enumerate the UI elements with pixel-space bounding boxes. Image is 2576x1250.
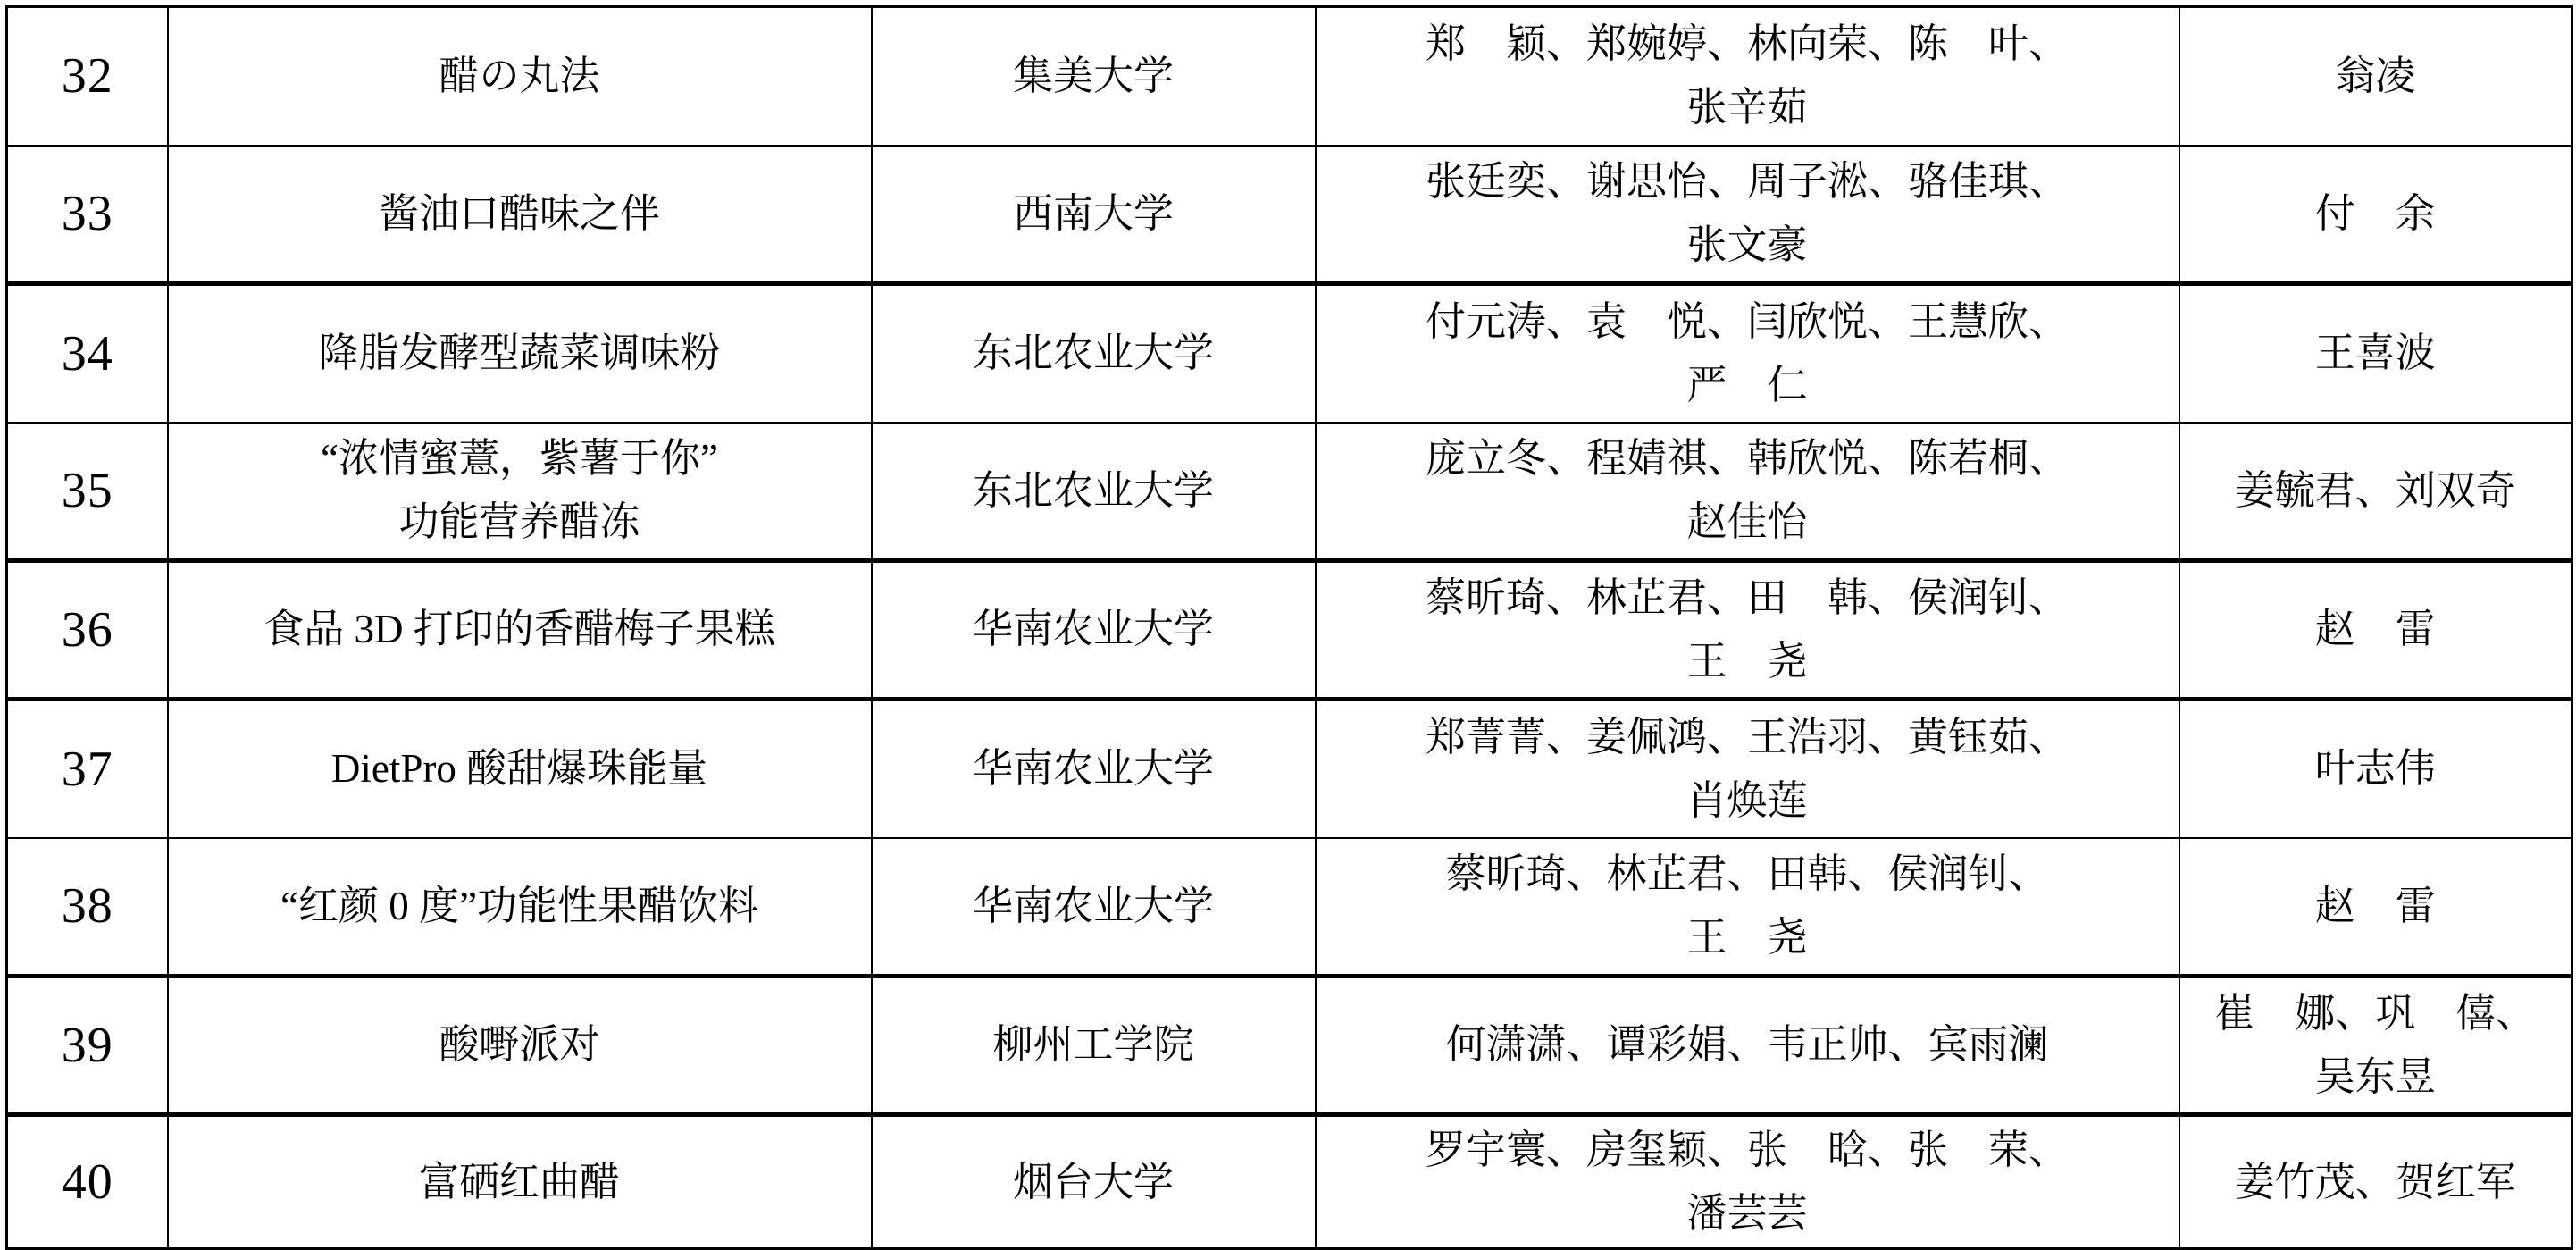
project-name-cell-line: 功能营养醋冻 — [398, 499, 640, 545]
advisors-cell-line: 赵 雷 — [2314, 607, 2436, 652]
project-name-cell-line: DietPro 酸甜爆珠能量 — [330, 746, 708, 792]
team-members-cell-line: 潘芸芸 — [1686, 1191, 1808, 1237]
university-cell — [872, 977, 1316, 1115]
competition-entries-table — [5, 5, 2573, 1250]
row-number-cell — [7, 700, 168, 838]
table-row — [7, 700, 2572, 838]
university-cell — [872, 423, 1316, 561]
table-row — [7, 977, 2572, 1115]
team-members-cell-line: 郑菁菁、姜佩鸿、王浩羽、黄钰茹、 — [1425, 714, 2069, 759]
team-members-cell — [1316, 561, 2179, 700]
team-members-cell-line: 严 仁 — [1686, 362, 1808, 407]
row-number-cell-line: 33 — [61, 186, 113, 242]
row-number-cell — [7, 146, 168, 284]
team-members-cell-line: 赵佳怡 — [1686, 499, 1808, 545]
project-name-cell — [168, 1115, 872, 1249]
table-row — [7, 1115, 2572, 1249]
row-number-cell — [7, 7, 168, 146]
advisors-cell-line: 王喜波 — [2314, 331, 2436, 376]
university-cell-line: 柳州工学院 — [992, 1022, 1194, 1068]
team-members-cell-line: 张廷奕、谢思怡、周子淞、骆佳琪、 — [1425, 159, 2069, 205]
team-members-cell — [1316, 1115, 2179, 1249]
team-members-cell-line: 罗宇寰、房玺颖、张 晗、张 荣、 — [1425, 1128, 2069, 1172]
row-number-cell-line: 35 — [61, 463, 113, 519]
row-number-cell-line: 37 — [61, 741, 113, 797]
team-members-cell-line: 付元涛、袁 悦、闫欣悦、王慧欣、 — [1425, 298, 2069, 344]
project-name-cell — [168, 7, 872, 146]
advisors-cell — [2179, 284, 2572, 423]
project-name-cell — [168, 977, 872, 1115]
row-number-cell-line: 38 — [61, 878, 113, 935]
advisors-cell-line: 付 余 — [2314, 190, 2436, 236]
advisors-cell — [2179, 561, 2572, 700]
team-members-cell-line: 王 尧 — [1686, 639, 1808, 684]
team-members-cell-line: 蔡昕琦、林芷君、田 韩、侯润钊、 — [1425, 575, 2069, 620]
table-row — [7, 7, 2572, 146]
table-row — [7, 561, 2572, 700]
university-cell — [872, 838, 1316, 977]
university-cell — [872, 7, 1316, 146]
university-cell — [872, 146, 1316, 284]
project-name-cell-line: 富硒红曲醋 — [418, 1159, 620, 1204]
university-cell-line: 华南农业大学 — [972, 746, 1214, 792]
university-cell — [872, 284, 1316, 423]
university-cell-line: 华南农业大学 — [972, 607, 1214, 652]
university-cell — [872, 1115, 1316, 1249]
team-members-cell — [1316, 700, 2179, 838]
team-members-cell-line: 张辛茹 — [1686, 85, 1808, 130]
project-name-cell-line: 醋の丸法 — [439, 53, 600, 98]
table-row — [7, 284, 2572, 423]
row-number-cell-line: 32 — [61, 48, 113, 105]
row-number-cell — [7, 1115, 168, 1249]
project-name-cell-line: 酸嘢派对 — [439, 1022, 600, 1068]
team-members-cell-line: 庞立冬、程婧祺、韩欣悦、陈若桐、 — [1425, 436, 2069, 482]
advisors-cell — [2179, 838, 2572, 977]
row-number-cell — [7, 838, 168, 977]
project-name-cell — [168, 146, 872, 284]
project-name-cell — [168, 700, 872, 838]
table-row — [7, 838, 2572, 977]
row-number-cell-line: 36 — [61, 601, 113, 658]
university-cell-line: 东北农业大学 — [972, 331, 1214, 376]
advisors-cell — [2179, 146, 2572, 284]
advisors-cell — [2179, 700, 2572, 838]
advisors-cell — [2179, 7, 2572, 146]
project-name-cell — [168, 284, 872, 423]
university-cell — [872, 700, 1316, 838]
project-name-cell-line: “浓情蜜薏，紫薯于你” — [321, 436, 718, 482]
advisors-cell-line: 姜竹茂、贺红军 — [2234, 1159, 2516, 1204]
team-members-cell-line: 王 尧 — [1686, 915, 1808, 961]
project-name-cell — [168, 423, 872, 561]
advisors-cell-line: 吴东昱 — [2314, 1054, 2436, 1099]
table-row — [7, 423, 2572, 561]
table-row — [7, 146, 2572, 284]
advisors-cell-line: 翁凌 — [2335, 53, 2416, 98]
row-number-cell-line: 34 — [61, 325, 113, 382]
team-members-cell — [1316, 423, 2179, 561]
project-name-cell — [168, 838, 872, 977]
advisors-cell-line: 叶志伟 — [2314, 746, 2436, 792]
team-members-cell-line: 何潇潇、谭彩娟、韦正帅、宾雨澜 — [1445, 1022, 2049, 1068]
row-number-cell-line: 39 — [61, 1017, 113, 1073]
university-cell-line: 烟台大学 — [1012, 1159, 1174, 1204]
project-name-cell — [168, 561, 872, 700]
advisors-cell — [2179, 1115, 2572, 1249]
team-members-cell — [1316, 284, 2179, 423]
table-body — [7, 7, 2572, 1249]
university-cell-line: 集美大学 — [1012, 53, 1174, 98]
row-number-cell — [7, 284, 168, 423]
university-cell-line: 华南农业大学 — [972, 883, 1214, 928]
university-cell-line: 东北农业大学 — [972, 467, 1214, 513]
row-number-cell — [7, 423, 168, 561]
row-number-cell-line: 40 — [61, 1154, 113, 1210]
team-members-cell-line: 郑 颖、郑婉婷、林向荣、陈 叶、 — [1425, 21, 2069, 67]
university-cell — [872, 561, 1316, 700]
team-members-cell-line: 肖焕莲 — [1686, 777, 1808, 823]
project-name-cell-line: “红颜 0 度”功能性果醋饮料 — [280, 883, 758, 928]
advisors-cell — [2179, 423, 2572, 561]
team-members-cell — [1316, 146, 2179, 284]
advisors-cell — [2179, 977, 2572, 1115]
project-name-cell-line: 降脂发酵型蔬菜调味粉 — [318, 331, 721, 376]
team-members-cell — [1316, 7, 2179, 146]
advisors-cell-line: 崔 娜、巩 僖、 — [2214, 990, 2537, 1036]
team-members-cell-line: 张文豪 — [1686, 222, 1808, 268]
row-number-cell — [7, 561, 168, 700]
advisors-cell-line: 姜毓君、刘双奇 — [2234, 467, 2516, 513]
university-cell-line: 西南大学 — [1012, 190, 1174, 236]
team-members-cell — [1316, 838, 2179, 977]
team-members-cell — [1316, 977, 2179, 1115]
row-number-cell — [7, 977, 168, 1115]
project-name-cell-line: 食品 3D 打印的香醋梅子果糕 — [263, 607, 775, 652]
project-name-cell-line: 酱油口酷味之伴 — [378, 190, 660, 236]
advisors-cell-line: 赵 雷 — [2314, 883, 2436, 928]
team-members-cell-line: 蔡昕琦、林芷君、田韩、侯润钊、 — [1445, 852, 2049, 897]
